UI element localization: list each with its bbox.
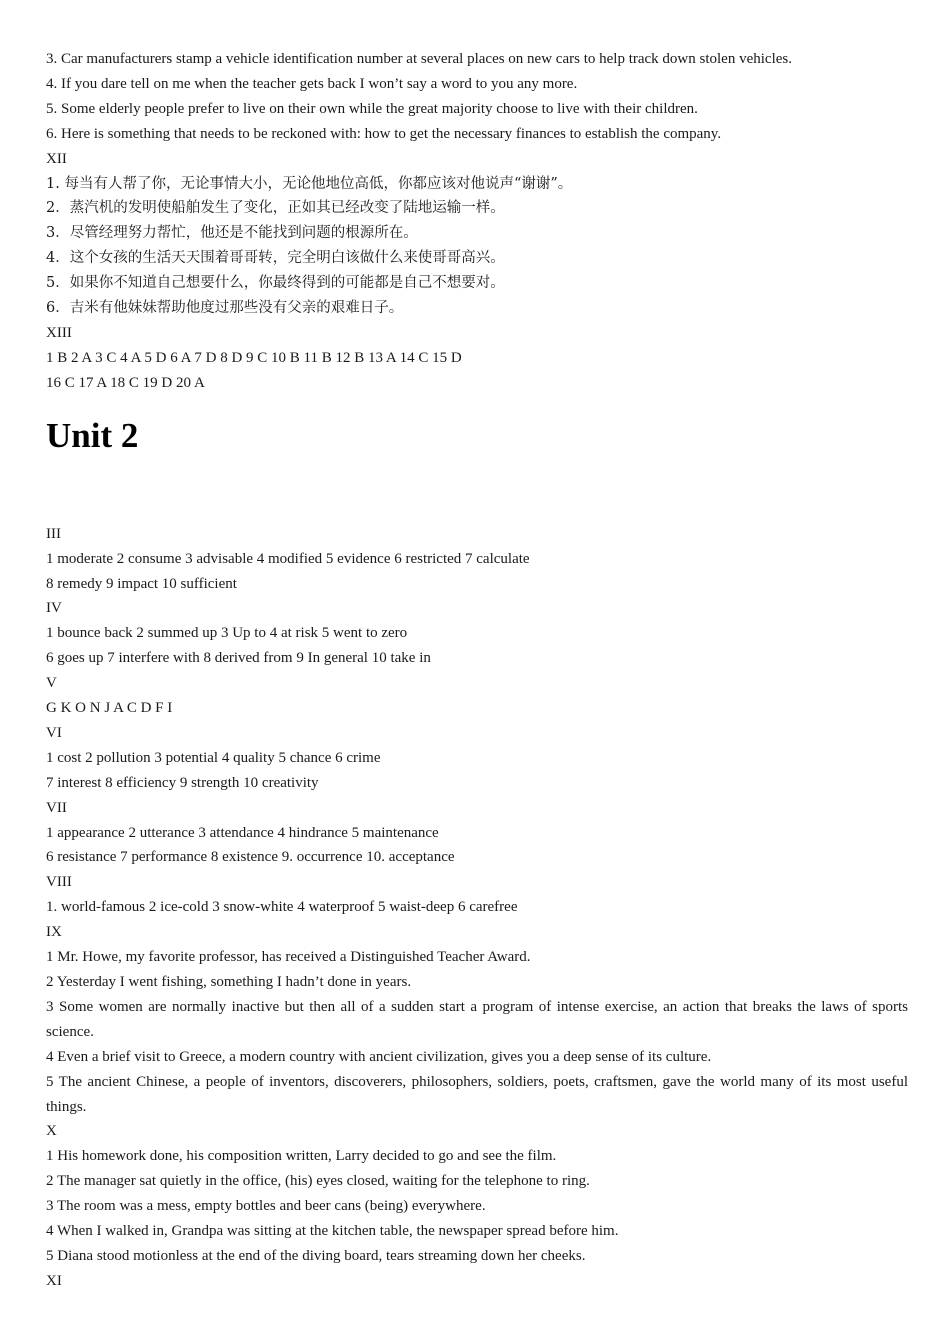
translation-line: 3．尽管经理努力帮忙，他还是不能找到问题的根源所在。 — [46, 225, 418, 242]
answer-line: 1 His homework done, his composition written, Larry decided to go and see the film. — [46, 1148, 557, 1165]
section-heading-iii: III — [46, 525, 61, 542]
answer-line: 2 Yesterday I went fishing, something I hadn’t done in years. — [46, 974, 412, 990]
unit-title: Unit 2 — [46, 415, 139, 455]
answer-line: 1 moderate 2 consume 3 advisable 4 modified 5 evidence 6 restricted 7 calculate — [46, 550, 530, 567]
answer-line: 1 Mr. Howe, my favorite professor, has received a Distinguished Teacher Award. — [46, 949, 531, 966]
section-heading-viii: VIII — [46, 874, 72, 891]
answer-line: 2 The manager sat quietly in the office, (his) eyes closed, waiting for the telephone to ring. — [46, 1173, 590, 1190]
answer-line: 6. Here is something that needs to be reckoned with: how to get the necessary finances to establish the company. — [46, 125, 722, 142]
answer-line: 4 When I walked in, Grandpa was sitting at the kitchen table, the newspaper spread before him. — [46, 1223, 619, 1240]
answer-line: G K O N J A C D F I — [46, 700, 173, 717]
answer-line: 16 C 17 A 18 C 19 D 20 A — [46, 374, 205, 391]
section-heading-xi: XI — [46, 1272, 62, 1289]
answer-line: 8 remedy 9 impact 10 sufficient — [46, 575, 237, 592]
section-heading-v: V — [46, 675, 57, 692]
translation-line: 1. 每当有人帮了你，无论事情大小，无论他地位高低，你都应该对他说声“谢谢”。 — [46, 175, 573, 192]
answer-line: 1 B 2 A 3 C 4 A 5 D 6 A 7 D 8 D 9 C 10 B 11 B 12 B 13 A 14 C 15 D — [46, 349, 462, 366]
section-heading-xiii: XIII — [46, 324, 72, 341]
section-heading-vii: VII — [46, 799, 67, 816]
section-heading-xii: XII — [46, 150, 67, 167]
answer-line: 5. Some elderly people prefer to live on their own while the great majority choose to live with their children. — [46, 100, 698, 117]
answer-line: 3. Car manufacturers stamp a vehicle identification number at several places on new cars to help track down stolen vehicles. — [46, 51, 792, 67]
answer-line: 1 cost 2 pollution 3 potential 4 quality 5 chance 6 crime — [46, 749, 381, 766]
answer-line: 6 resistance 7 performance 8 existence 9. occurrence 10. acceptance — [46, 849, 455, 866]
answer-line: 4 Even a brief visit to Greece, a modern country with ancient civilization, gives you a deep sense of its culture. — [46, 1048, 712, 1065]
translation-line: 4．这个女孩的生活天天围着哥哥转，完全明白该做什么来使哥哥高兴。 — [46, 250, 505, 267]
translation-line: 6．吉米有他妹妹帮助他度过那些没有父亲的艰难日子。 — [46, 300, 404, 317]
section-heading-iv: IV — [46, 600, 62, 617]
translation-line: 5．如果你不知道自己想要什么，你最终得到的可能都是自己不想要对。 — [46, 275, 505, 292]
answer-line: 1 appearance 2 utterance 3 attendance 4 hindrance 5 maintenance — [46, 824, 439, 841]
answer-line: 5 Diana stood motionless at the end of the diving board, tears streaming down her cheeks. — [46, 1247, 586, 1264]
document-page — [46, 47, 908, 1294]
section-heading-x: X — [46, 1123, 57, 1140]
answer-line: 1 bounce back 2 summed up 3 Up to 4 at risk 5 went to zero — [46, 625, 408, 642]
answer-line: 4. If you dare tell on me when the teacher gets back I won’t say a word to you any more. — [46, 75, 578, 92]
answer-line: 5 The ancient Chinese, a people of inventors, discoverers, philosophers, soldiers, poets, craftsmen, gave the world many of its most useful things. — [46, 1073, 908, 1115]
answer-line: 7 interest 8 efficiency 9 strength 10 creativity — [46, 774, 319, 791]
answer-line: 3 Some women are normally inactive but then all of a sudden start a program of intense exercise, an action that breaks the laws of sports science. — [46, 998, 908, 1040]
section-heading-ix: IX — [46, 924, 62, 941]
answer-line: 1. world-famous 2 ice-cold 3 snow-white 4 waterproof 5 waist-deep 6 carefree — [46, 899, 518, 916]
answer-line: 6 goes up 7 interfere with 8 derived from 9 In general 10 take in — [46, 650, 431, 667]
translation-line: 2．蒸汽机的发明使船舶发生了变化，正如其已经改变了陆地运输一样。 — [46, 200, 505, 217]
section-heading-vi: VI — [46, 724, 62, 741]
spacer — [46, 456, 908, 522]
answer-line: 3 The room was a mess, empty bottles and beer cans (being) everywhere. — [46, 1198, 486, 1215]
